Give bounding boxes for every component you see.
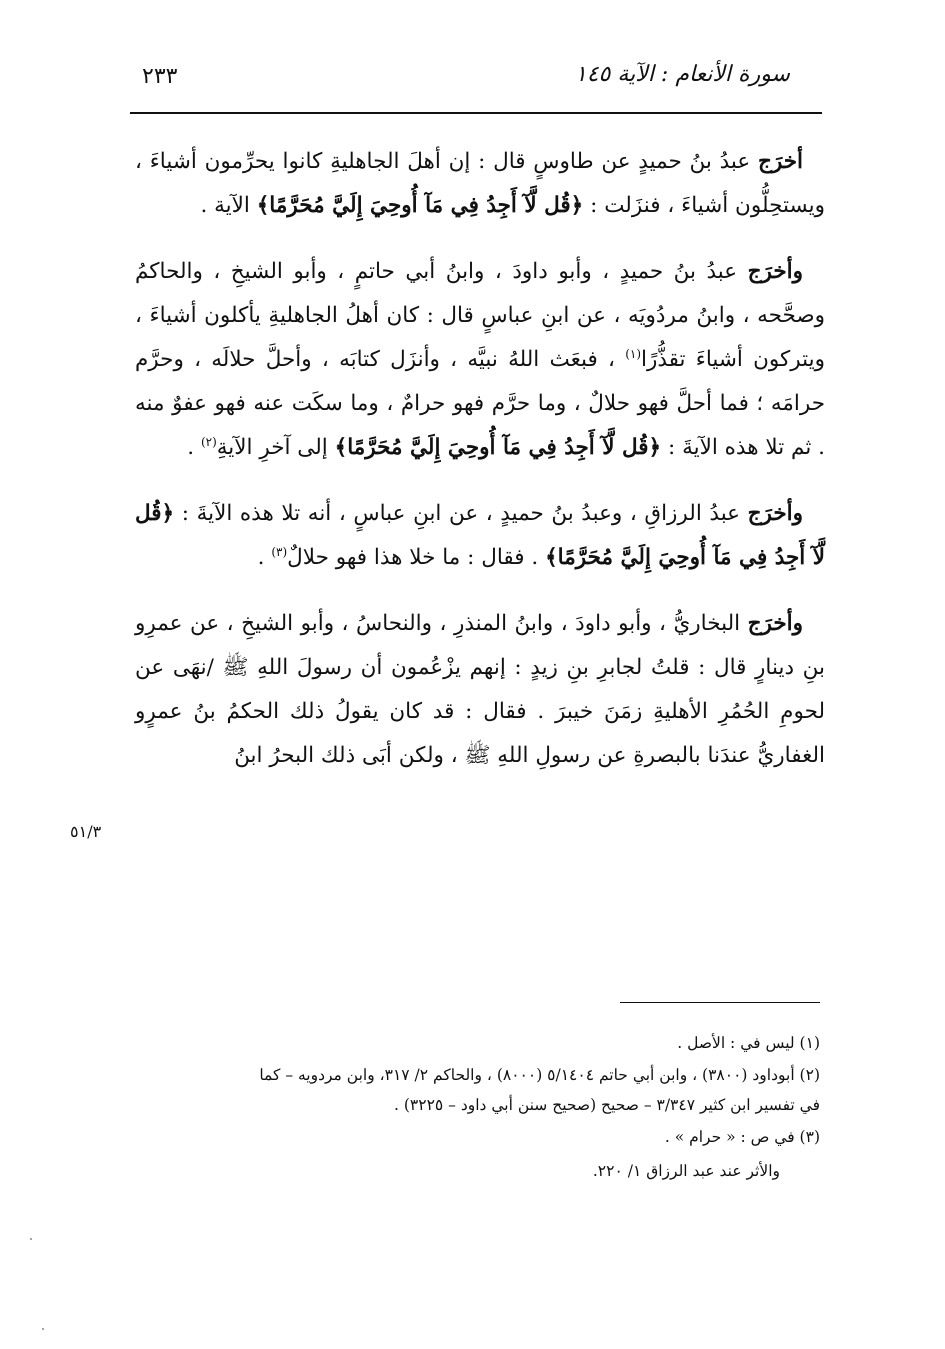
paragraph-text-continued: ، فبعَث اللهُ نبيَّه ، وأنزَل كتابَه ، وأحلَّ حلالَه ، وحرَّم حرامَه ؛ فما أحلَّ فهو حلالٌ ، وما حرَّم فهو حرامٌ ، وما سكَت عنه فهو عفوٌ منه . ثم تلا هذه الآيةَ :	[135, 347, 825, 460]
paragraph-lead: أخرَج	[757, 149, 803, 174]
footnote-1: (١) ليس في : الأصل .	[677, 1034, 820, 1052]
quran-quote: ﴿قُل لَّآ أَجِدُ فِي مَآ أُوحِيَ إِلَيَّ مُحَرَّمًا﴾	[256, 193, 584, 218]
margin-reference: ٥١/٣	[70, 822, 102, 841]
paragraph-2	[135, 250, 825, 470]
footnote-3-note: والأثر عند عبد الرزاق ١/ ٢٢٠.	[592, 1162, 780, 1180]
footnote-3: (٣) في ص : « حرام » .	[664, 1128, 820, 1146]
paragraph-text: عبدُ بنُ حميدٍ ، وأبو داودَ ، وابنُ أبي حاتمٍ ، وأبو الشيخِ ، والحاكمُ وصحَّحه ، وابنُ مردُويَه ، عن ابنِ عباسٍ قال : كان أهلُ الجاهليةِ يأكلون أشياءَ ، ويتركون أشياءَ تقذُّرًا	[135, 259, 825, 372]
footnote-marker: (٢)	[200, 434, 217, 449]
page-header	[120, 62, 820, 102]
header-rule	[130, 112, 822, 114]
paragraph-lead: وأخرَج	[747, 501, 803, 526]
footnote-marker: (١)	[625, 346, 642, 361]
paragraph-lead: وأخرَج	[747, 611, 803, 636]
paragraph-lead: وأخرَج	[747, 259, 803, 284]
footnote-2-continued: في تفسير ابن كثير ٣/٣٤٧ – صحيح (صحيح سنن أبي داود – ٣٢٢٥) .	[394, 1096, 820, 1114]
footnotes	[135, 1028, 820, 1186]
running-title: سورة الأنعام : الآية ١٤٥	[574, 62, 790, 87]
quran-quote: ﴿قُل لَّآ أَجِدُ فِي مَآ أُوحِيَ إِلَيَّ مُحَرَّمًا﴾	[135, 501, 825, 570]
paragraph-1	[135, 140, 825, 228]
paragraph-tail: إلى آخرِ الآيةِ	[216, 435, 335, 460]
paragraph-text: البخاريُّ ، وأبو داودَ ، وابنُ المنذرِ ، والنحاسُ ، وأبو الشيخِ ، عن عمرِو بنِ دينارٍ قال : قلتُ لجابرِ بنِ زيدٍ : إنهم يزْعُمون أن رسولَ اللهِ ﷺ /نهَى عن لحومِ الحُمُرِ الأهليةِ زمَنَ خيبرَ . فقال : قد كان يقولُ ذلك الحكمُ بنُ عمرٍو الغفاريُّ عندَنا بالبصرةِ عن رسولِ اللهِ ﷺ ، ولكن أبَى ذلك البحرُ ابنُ	[135, 611, 825, 768]
scan-speck	[30, 1238, 32, 1240]
footnote-rule	[620, 1002, 820, 1003]
paragraph-end: .	[257, 545, 272, 570]
footnote-marker: (٣)	[271, 544, 288, 559]
main-text	[135, 140, 825, 800]
scan-speck	[42, 1328, 44, 1330]
paragraph-tail: . فقال : ما خلا هذا فهو حلالٌ	[287, 545, 546, 570]
paragraph-text: عبدُ بنُ حميدٍ عن طاوسٍ قال : إن أهلَ الجاهليةِ كانوا يحرِّمون أشياءَ ، ويستحِلُّون أشياءَ ، فنزَلت :	[135, 149, 825, 218]
paragraph-3	[135, 492, 825, 580]
paragraph-end: .	[187, 435, 201, 460]
paragraph-4	[135, 602, 825, 778]
page-number: ٢٣٣	[142, 64, 178, 89]
paragraph-tail: الآية .	[200, 193, 257, 218]
paragraph-text: عبدُ الرزاقِ ، وعبدُ بنُ حميدٍ ، عن ابنِ عباسٍ ، أنه تلا هذه الآيةَ :	[174, 501, 748, 526]
footnote-2: (٢) أبوداود (٣٨٠٠) ، وابن أبي حاتم ٥/١٤٠٤ (٨٠٠٠) ، والحاكم ٢/ ٣١٧، وابن مردويه – كما	[259, 1066, 820, 1084]
quran-quote: ﴿قُل لَّآ أَجِدُ فِي مَآ أُوحِيَ إِلَيَّ مُحَرَّمًا﴾	[334, 435, 662, 460]
